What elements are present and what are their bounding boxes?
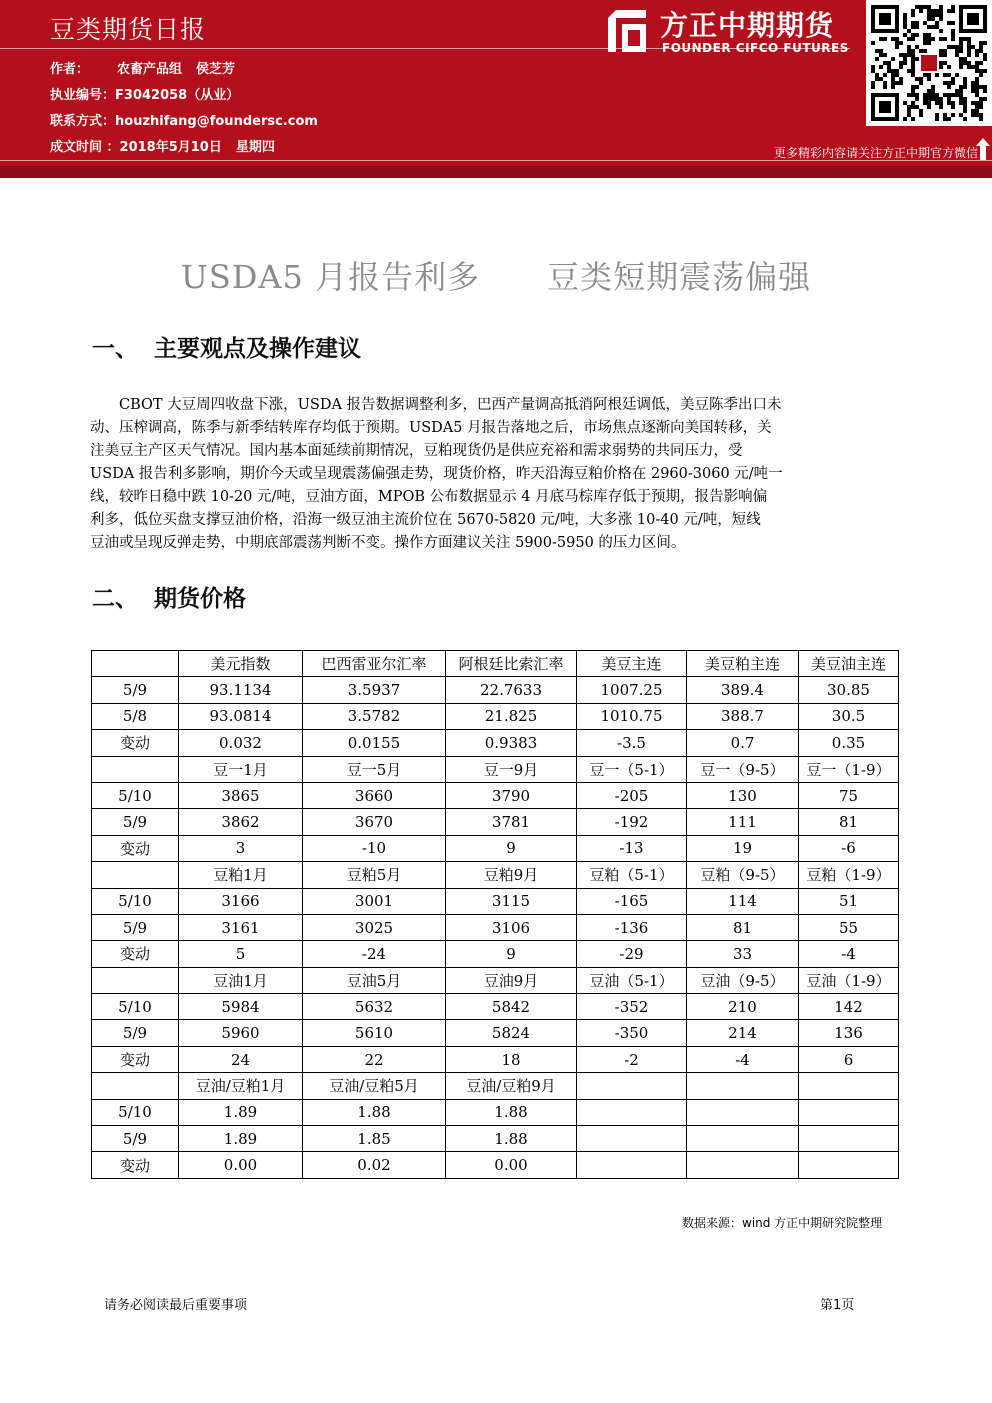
table-cell: 389.4 [687, 677, 799, 703]
table-cell: 豆油5月 [303, 967, 446, 993]
table-cell: -10 [303, 835, 446, 861]
row-label-cell [92, 651, 179, 677]
table-cell: 美元指数 [179, 651, 303, 677]
table-cell: 93.1134 [179, 677, 303, 703]
table-cell: 3 [179, 835, 303, 861]
table-cell: 75 [799, 782, 899, 808]
table-cell: 豆油1月 [179, 967, 303, 993]
founder-logo-icon [604, 8, 650, 54]
row-label-cell: 变动 [92, 1046, 179, 1072]
table-cell: 3106 [446, 914, 577, 940]
author-label: 作者： [50, 62, 90, 77]
row-label-cell: 5/10 [92, 1099, 179, 1125]
table-cell: -3.5 [577, 730, 687, 756]
table-cell: 24 [179, 1046, 303, 1072]
table-cell: 111 [687, 809, 799, 835]
row-label-cell: 5/8 [92, 703, 179, 729]
contact-row [50, 110, 318, 129]
paragraph-line: 注美豆主产区天气情况。国内基本面延续前期情况，豆粕现货仍是供应充裕和需求弱势的共同压力，受 [90, 443, 743, 459]
row-label-cell [92, 967, 179, 993]
table-cell: -192 [577, 809, 687, 835]
table-cell: 3115 [446, 888, 577, 914]
table-cell: 51 [799, 888, 899, 914]
row-label-cell: 5/9 [92, 1020, 179, 1046]
table-cell: 5632 [303, 994, 446, 1020]
table-cell: 0.35 [799, 730, 899, 756]
table-cell: 豆油（1-9） [799, 967, 899, 993]
table-cell: 3.5782 [303, 703, 446, 729]
table-cell: 3670 [303, 809, 446, 835]
table-cell: -4 [799, 941, 899, 967]
license-value: F3042058（从业） [115, 88, 240, 103]
table-cell: 豆粕1月 [179, 862, 303, 888]
table-cell: 0.7 [687, 730, 799, 756]
table-cell: 豆粕（9-5） [687, 862, 799, 888]
table-cell: 5960 [179, 1020, 303, 1046]
table-row [92, 782, 899, 808]
table-cell: 美豆主连 [577, 651, 687, 677]
table-cell: 豆粕（1-9） [799, 862, 899, 888]
table-row [92, 651, 899, 677]
table-cell [577, 1126, 687, 1152]
row-label-cell: 5/9 [92, 914, 179, 940]
table-row [92, 1126, 899, 1152]
row-label-cell: 5/10 [92, 888, 179, 914]
table-cell [799, 1152, 899, 1178]
table-cell: -29 [577, 941, 687, 967]
table-cell: 1.88 [446, 1099, 577, 1125]
table-cell: 33 [687, 941, 799, 967]
table-cell: 3025 [303, 914, 446, 940]
table-row [92, 1099, 899, 1125]
table-cell: 巴西雷亚尔汇率 [303, 651, 446, 677]
table-cell [687, 1126, 799, 1152]
table-row [92, 1046, 899, 1072]
table-cell: 豆一（5-1） [577, 756, 687, 782]
paragraph-line: USDA 报告利多影响，期价今天或呈现震荡偏强走势，现货价格，昨天沿海豆粕价格在 2960-3060 元/吨一 [90, 466, 783, 482]
row-label-cell: 5/9 [92, 809, 179, 835]
table-cell: -350 [577, 1020, 687, 1046]
table-cell: 6 [799, 1046, 899, 1072]
logo-text-en: FOUNDER CIFCO FUTURES [662, 41, 849, 55]
table-cell: 1.89 [179, 1126, 303, 1152]
table-cell: 0.02 [303, 1152, 446, 1178]
contact-email[interactable]: houzhifang@foundersc.com [115, 114, 318, 129]
table-cell: 30.85 [799, 677, 899, 703]
table-cell: 阿根廷比索汇率 [446, 651, 577, 677]
table-cell: 3781 [446, 809, 577, 835]
table-cell: 0.00 [446, 1152, 577, 1178]
row-label-cell: 变动 [92, 941, 179, 967]
table-cell: 130 [687, 782, 799, 808]
table-row [92, 914, 899, 940]
table-cell: 豆油/豆粕9月 [446, 1073, 577, 1099]
table-cell: -6 [799, 835, 899, 861]
table-cell: 0.032 [179, 730, 303, 756]
table-cell [687, 1152, 799, 1178]
table-cell: 210 [687, 994, 799, 1020]
table-cell: 豆油/豆粕1月 [179, 1073, 303, 1099]
table-cell: 3001 [303, 888, 446, 914]
table-cell: 1010.75 [577, 703, 687, 729]
futures-price-table [91, 650, 899, 1179]
table-cell: 18 [446, 1046, 577, 1072]
author-row [50, 58, 235, 77]
table-cell: -13 [577, 835, 687, 861]
date-value: 2018年5月10日 [119, 140, 222, 155]
table-row [92, 1020, 899, 1046]
table-cell: 1.88 [446, 1126, 577, 1152]
table-cell: 5842 [446, 994, 577, 1020]
table-cell: 豆一（1-9） [799, 756, 899, 782]
table-cell: 1.85 [303, 1126, 446, 1152]
table-cell: -4 [687, 1046, 799, 1072]
table-cell [577, 1099, 687, 1125]
paragraph-line: 利多，低位买盘支撑豆油价格，沿海一级豆油主流价位在 5670-5820 元/吨，大多涨 10-40 元/吨，短线 [90, 512, 761, 528]
table-cell: 3.5937 [303, 677, 446, 703]
weekday: 星期四 [235, 140, 275, 155]
table-cell: 5 [179, 941, 303, 967]
table-cell: 0.00 [179, 1152, 303, 1178]
table-cell: -165 [577, 888, 687, 914]
date-row [50, 136, 275, 155]
table-row [92, 994, 899, 1020]
wechat-tagline: 更多精彩内容请关注方正中期官方微信 [773, 146, 978, 160]
table-cell [799, 1073, 899, 1099]
row-label-cell: 5/10 [92, 782, 179, 808]
row-label-cell: 5/9 [92, 677, 179, 703]
table-cell: 9 [446, 941, 577, 967]
table-cell: 142 [799, 994, 899, 1020]
table-cell: 55 [799, 914, 899, 940]
row-label-cell: 变动 [92, 835, 179, 861]
table-row [92, 835, 899, 861]
table-cell: 5824 [446, 1020, 577, 1046]
table-cell: 214 [687, 1020, 799, 1046]
report-header [0, 0, 992, 168]
row-label-cell [92, 1073, 179, 1099]
table-cell: 3166 [179, 888, 303, 914]
paragraph-line: CBOT 大豆周四收盘下涨，USDA 报告数据调整利多，巴西产量调高抵消阿根廷调低，美豆陈季出口未 [119, 397, 782, 413]
table-row [92, 809, 899, 835]
table-cell [577, 1152, 687, 1178]
table-cell: 114 [687, 888, 799, 914]
wechat-qr-code [866, 0, 992, 126]
table-cell: 5984 [179, 994, 303, 1020]
table-cell: 3790 [446, 782, 577, 808]
table-cell: 豆油/豆粕5月 [303, 1073, 446, 1099]
table-cell: 3660 [303, 782, 446, 808]
table-cell [799, 1099, 899, 1125]
table-cell: 5610 [303, 1020, 446, 1046]
table-cell: 豆油9月 [446, 967, 577, 993]
up-arrow-icon [976, 138, 990, 160]
document-title: USDA5 月报告利多 豆类短期震荡偏强 [180, 258, 812, 296]
table-row [92, 862, 899, 888]
table-cell: 93.0814 [179, 703, 303, 729]
table-cell: 1.89 [179, 1099, 303, 1125]
table-cell: 豆粕（5-1） [577, 862, 687, 888]
table-cell: 3161 [179, 914, 303, 940]
table-cell [577, 1073, 687, 1099]
table-cell: 81 [799, 809, 899, 835]
table-cell: 0.9383 [446, 730, 577, 756]
table-row [92, 730, 899, 756]
table-cell: 豆一1月 [179, 756, 303, 782]
qr-code-icon [866, 0, 992, 126]
row-label-cell: 5/9 [92, 1126, 179, 1152]
row-label-cell [92, 756, 179, 782]
author-name: 侯芝芳 [196, 62, 236, 77]
table-row [92, 703, 899, 729]
outlook-paragraph [90, 394, 890, 555]
table-cell: 136 [799, 1020, 899, 1046]
table-cell: 0.0155 [303, 730, 446, 756]
table-cell: -205 [577, 782, 687, 808]
author-group: 农畜产品组 [117, 62, 183, 77]
table-row [92, 967, 899, 993]
table-cell [687, 1073, 799, 1099]
section-heading-outlook: 一、 主要观点及操作建议 [92, 336, 362, 362]
table-cell: 81 [687, 914, 799, 940]
table-cell: 豆一（9-5） [687, 756, 799, 782]
row-label-cell: 5/10 [92, 994, 179, 1020]
table-cell [799, 1126, 899, 1152]
table-cell: 3862 [179, 809, 303, 835]
table-cell: 美豆油主连 [799, 651, 899, 677]
paragraph-line: 豆油或呈现反弹走势，中期底部震荡判断不变。操作方面建议关注 5900-5950 的压力区间。 [90, 535, 686, 551]
table-cell: 豆一9月 [446, 756, 577, 782]
table-cell: 豆油（5-1） [577, 967, 687, 993]
table-cell: -2 [577, 1046, 687, 1072]
table-cell: 388.7 [687, 703, 799, 729]
table-row [92, 941, 899, 967]
row-label-cell [92, 862, 179, 888]
paragraph-line: 动、压榨调高，陈季与新季结转库存均低于预期。USDA5 月报告落地之后，市场焦点逐渐向美国转移，关 [90, 420, 772, 436]
table-cell: 美豆粕主连 [687, 651, 799, 677]
table-row [92, 888, 899, 914]
table-row [92, 677, 899, 703]
table-cell: -136 [577, 914, 687, 940]
table-cell [687, 1099, 799, 1125]
table-cell: 21.825 [446, 703, 577, 729]
logo-text-cn: 方正中期期货 [660, 9, 835, 42]
table-cell: 22 [303, 1046, 446, 1072]
table-cell: 1007.25 [577, 677, 687, 703]
table-cell: 22.7633 [446, 677, 577, 703]
data-source-note: 数据来源：wind 方正中期研究院整理 [682, 1216, 883, 1230]
table-cell: 豆油（9-5） [687, 967, 799, 993]
footer-notice: 请务必阅读最后重要事项 [104, 1298, 248, 1313]
row-label-cell: 变动 [92, 1152, 179, 1178]
page-number: 第1页 [820, 1298, 855, 1313]
table-cell: -24 [303, 941, 446, 967]
table-cell: 3865 [179, 782, 303, 808]
table-cell: 豆粕9月 [446, 862, 577, 888]
contact-label: 联系方式： [50, 114, 116, 129]
report-name: 豆类期货日报 [50, 15, 207, 44]
table-cell: 1.88 [303, 1099, 446, 1125]
table-cell: 19 [687, 835, 799, 861]
table-cell: 30.5 [799, 703, 899, 729]
table-cell: 豆粕5月 [303, 862, 446, 888]
date-label: 成文时间 ： [50, 140, 120, 155]
row-label-cell: 变动 [92, 730, 179, 756]
header-bottom-band [0, 166, 992, 178]
table-row [92, 756, 899, 782]
table-cell: 豆一5月 [303, 756, 446, 782]
table-row [92, 1073, 899, 1099]
paragraph-line: 线，较昨日稳中跌 10-20 元/吨，豆油方面，MPOB 公布数据显示 4 月底马棕库存低于预期，报告影响偏 [90, 489, 768, 505]
license-row [50, 84, 239, 103]
license-label: 执业编号： [50, 88, 116, 103]
table-row [92, 1152, 899, 1178]
section-heading-prices: 二、 期货价格 [92, 586, 247, 612]
table-cell: -352 [577, 994, 687, 1020]
table-cell: 9 [446, 835, 577, 861]
